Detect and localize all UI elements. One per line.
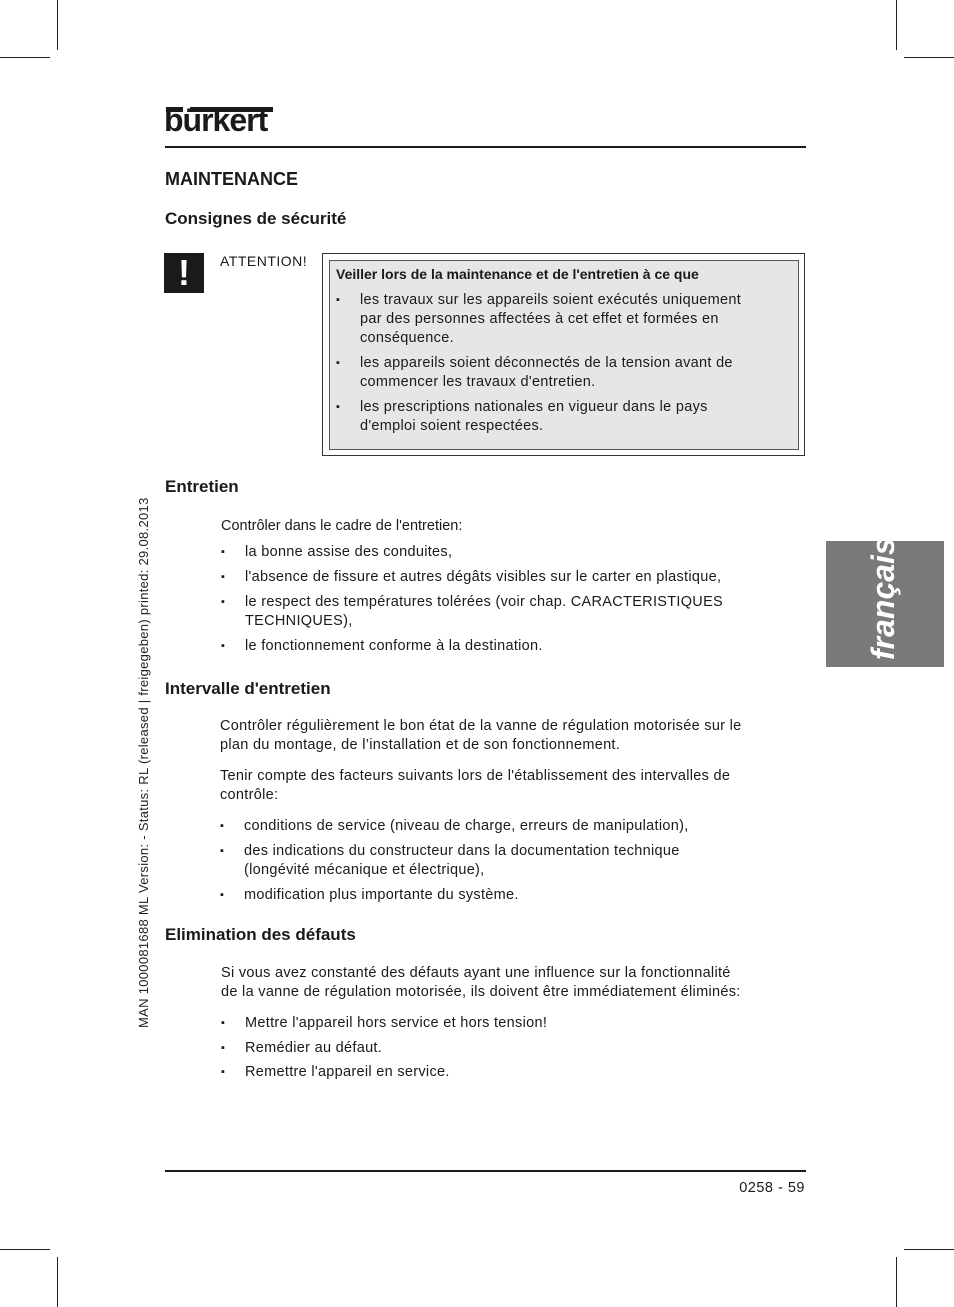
bullet-icon: ▪ <box>221 640 225 652</box>
bullet-icon: ▪ <box>220 845 224 857</box>
bullet-icon: ▪ <box>220 820 224 832</box>
list-item: Remettre l'appareil en service. <box>245 1064 450 1080</box>
crop-mark <box>896 1257 897 1307</box>
section-title-maintenance: MAINTENANCE <box>165 169 298 189</box>
list-item: Mettre l'appareil hors service et hors tension! <box>245 1015 548 1031</box>
heading-entretien: Entretien <box>165 477 239 496</box>
intervalle-paragraph-2: Tenir compte des facteurs suivants lors de l'établissement des intervalles de contrôle: <box>220 768 731 803</box>
heading-elimination: Elimination des défauts <box>165 925 356 944</box>
bullet-icon: ▪ <box>221 1042 225 1054</box>
footer-rule <box>165 1170 806 1172</box>
warning-box-title: Veiller lors de la maintenance et de l'entretien à ce que <box>336 266 699 282</box>
crop-mark <box>904 57 954 58</box>
bullet-icon: ▪ <box>336 294 340 306</box>
bullet-icon: ▪ <box>221 596 225 608</box>
bullet-icon: ▪ <box>221 571 225 583</box>
crop-mark <box>57 0 58 50</box>
list-item: les travaux sur les appareils soient exécutés uniquement par des personnes affectées à cet effet et formées en conséquence. <box>360 292 742 346</box>
list-item: l'absence de fissure et autres dégâts visibles sur le carter en plastique, <box>245 569 722 585</box>
page-number: 0258 - 59 <box>739 1180 805 1196</box>
logo-text: bürkert <box>164 102 268 138</box>
bullet-icon: ▪ <box>220 889 224 901</box>
elimination-paragraph: Si vous avez constanté des défauts ayant une influence sur la fonctionnalité de la vanne de régulation motorisée, ils doivent être immédiatement éliminés: <box>221 965 741 1000</box>
intervalle-paragraph-1: Contrôler régulièrement le bon état de la vanne de régulation motorisée sur le plan du montage, de l’installation et de son fonctionnement. <box>220 718 742 753</box>
bullet-icon: ▪ <box>221 1066 225 1078</box>
list-item: conditions de service (niveau de charge, erreurs de manipulation), <box>244 818 689 834</box>
list-item: Remédier au défaut. <box>245 1040 383 1056</box>
list-item: le respect des températures tolérées (voir chap. CARACTERISTIQUES TECHNIQUES), <box>245 594 724 629</box>
list-item: le fonctionnement conforme à la destination. <box>245 638 543 654</box>
attention-label: ATTENTION! <box>220 253 308 269</box>
heading-intervalle: Intervalle d'entretien <box>165 679 331 698</box>
bullet-icon: ▪ <box>221 1017 225 1029</box>
document-info-vertical: MAN 1000081688 ML Version: - Status: RL (released | freigegeben) printed: 29.08.2013 <box>136 497 151 1028</box>
bullet-icon: ▪ <box>336 357 340 369</box>
crop-mark <box>904 1249 954 1250</box>
header-rule <box>165 146 806 148</box>
list-item: modification plus importante du système. <box>244 887 519 903</box>
language-tab-label: français <box>865 537 901 660</box>
warning-icon: ! <box>164 253 204 293</box>
list-item: les prescriptions nationales en vigueur dans le pays d'emploi soient respectées. <box>360 399 708 434</box>
bullet-icon: ▪ <box>336 401 340 413</box>
crop-mark <box>0 57 50 58</box>
crop-mark <box>57 1257 58 1307</box>
crop-mark <box>0 1249 50 1250</box>
crop-mark <box>896 0 897 50</box>
heading-safety: Consignes de sécurité <box>165 209 347 228</box>
bullet-icon: ▪ <box>221 546 225 558</box>
list-item: des indications du constructeur dans la documentation technique (longévité mécanique et électrique), <box>244 843 680 878</box>
list-item: la bonne assise des conduites, <box>245 544 453 560</box>
entretien-intro: Contrôler dans le cadre de l'entretien: <box>221 518 463 534</box>
list-item: les appareils soient déconnectés de la tension avant de commencer les travaux d'entretien. <box>360 355 733 390</box>
